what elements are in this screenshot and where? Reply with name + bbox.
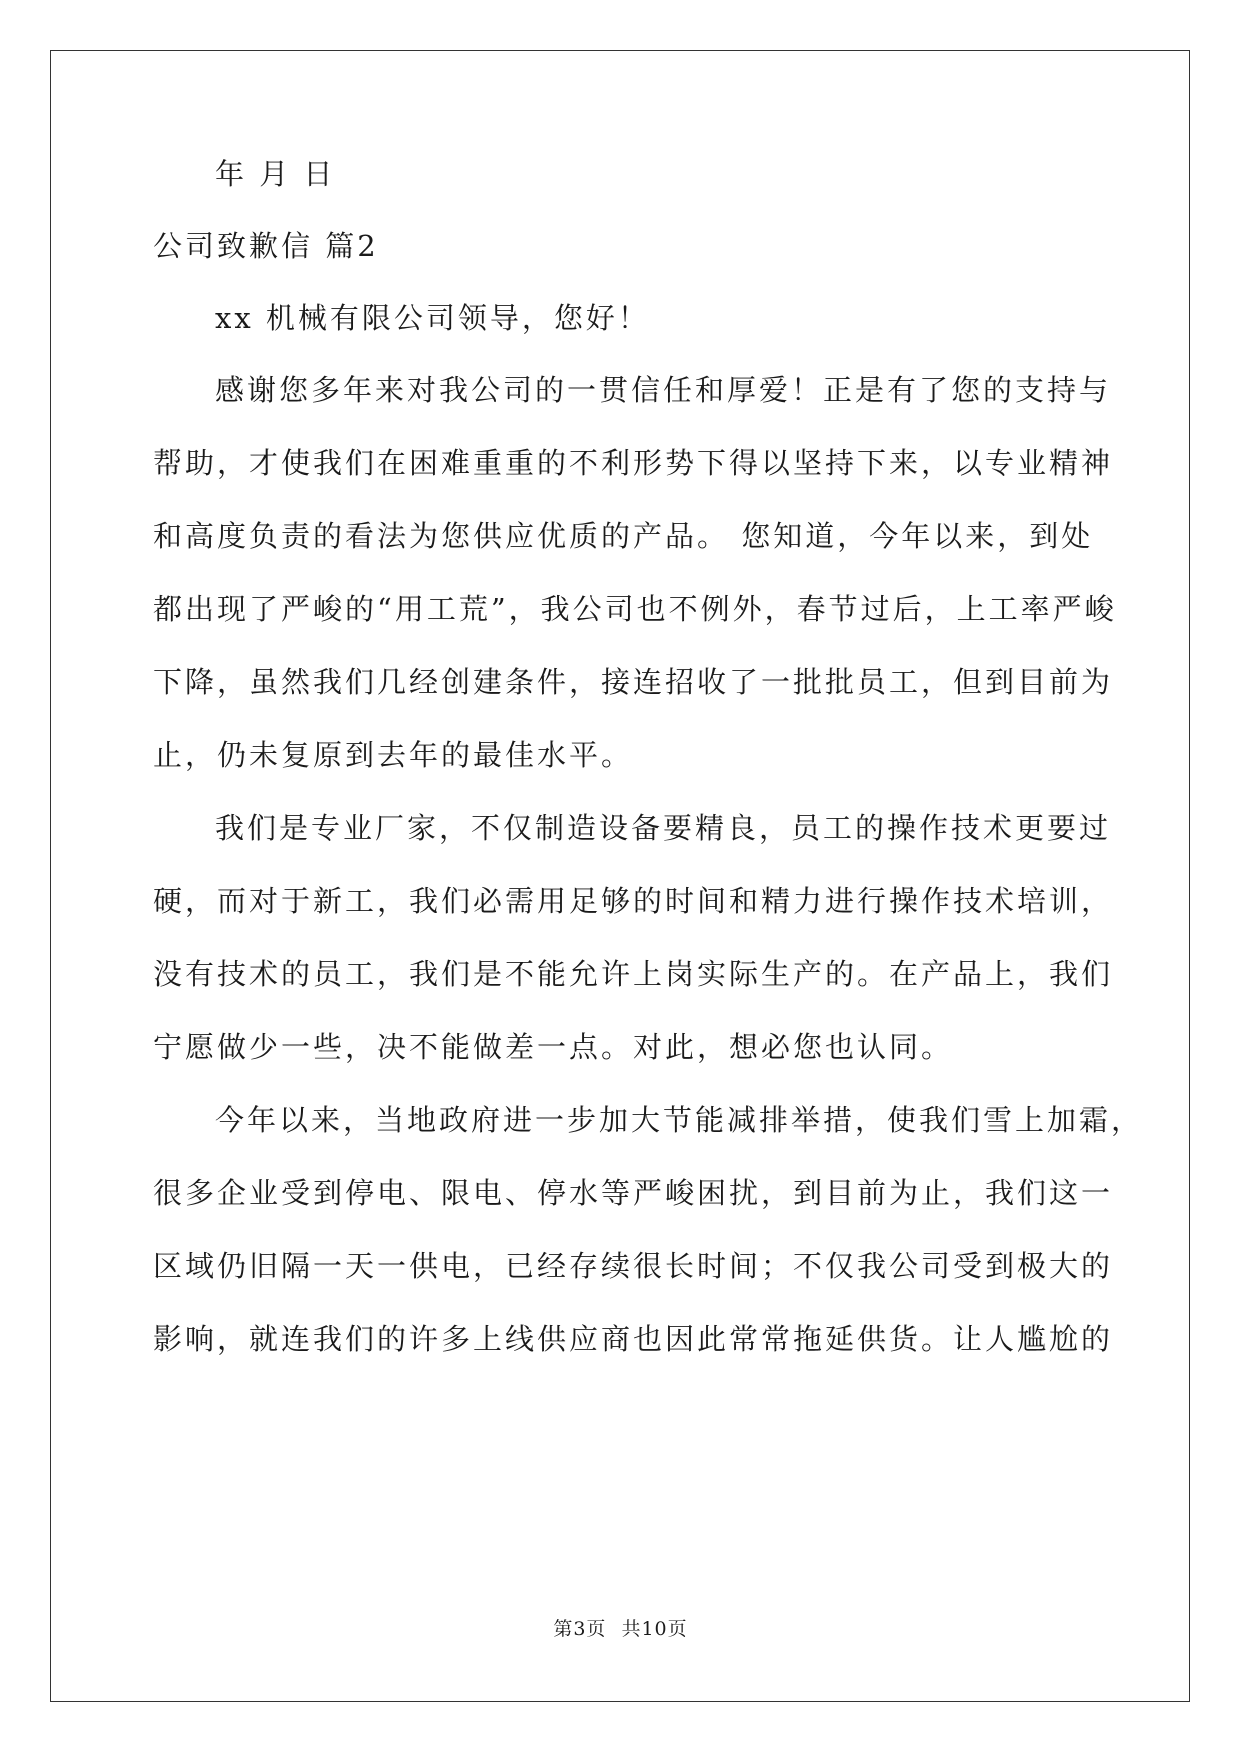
paragraph-line: 我们是专业厂家，不仅制造设备要精良，员工的操作技术更要过 <box>215 811 1112 845</box>
paragraph-line: 区域仍旧隔一天一供电，已经存续很长时间；不仅我公司受到极大的 <box>153 1249 1114 1283</box>
page-footer <box>0 1617 1241 1641</box>
paragraph-line: 没有技术的员工，我们是不能允许上岗实际生产的。在产品上，我们 <box>153 957 1114 991</box>
page-total: 共10页 <box>621 1618 688 1640</box>
paragraph-line: 都出现了严峻的“用工荒”，我公司也不例外，春节过后，上工率严峻 <box>153 592 1117 626</box>
paragraph-line: 宁愿做少一些，决不能做差一点。对此，想必您也认同。 <box>153 1030 954 1064</box>
paragraph-line: 今年以来，当地政府进一步加大节能减排举措，使我们雪上加霜， <box>215 1103 1144 1137</box>
salutation: xx 机械有限公司领导，您好！ <box>215 301 650 335</box>
paragraph-line: 很多企业受到停电、限电、停水等严峻困扰，到目前为止，我们这一 <box>153 1176 1114 1210</box>
date-line: 年 月 日 <box>215 157 336 191</box>
paragraph-line: 止，仍未复原到去年的最佳水平。 <box>153 738 634 772</box>
paragraph-line: 感谢您多年来对我公司的一贯信任和厚爱！正是有了您的支持与 <box>215 373 1112 407</box>
paragraph-line: 下降，虽然我们几经创建条件，接连招收了一批批员工，但到目前为 <box>153 665 1114 699</box>
paragraph-line: 帮助，才使我们在困难重重的不利形势下得以坚持下来，以专业精神 <box>153 446 1114 480</box>
page-number: 第3页 <box>553 1618 607 1640</box>
paragraph-line: 影响，就连我们的许多上线供应商也因此常常拖延供货。让人尴尬的 <box>153 1322 1114 1356</box>
paragraph-line: 和高度负责的看法为您供应优质的产品。 您知道，今年以来，到处 <box>153 519 1094 553</box>
paragraph-line: 硬，而对于新工，我们必需用足够的时间和精力进行操作技术培训， <box>153 884 1114 918</box>
section-heading: 公司致歉信 篇2 <box>153 229 379 263</box>
